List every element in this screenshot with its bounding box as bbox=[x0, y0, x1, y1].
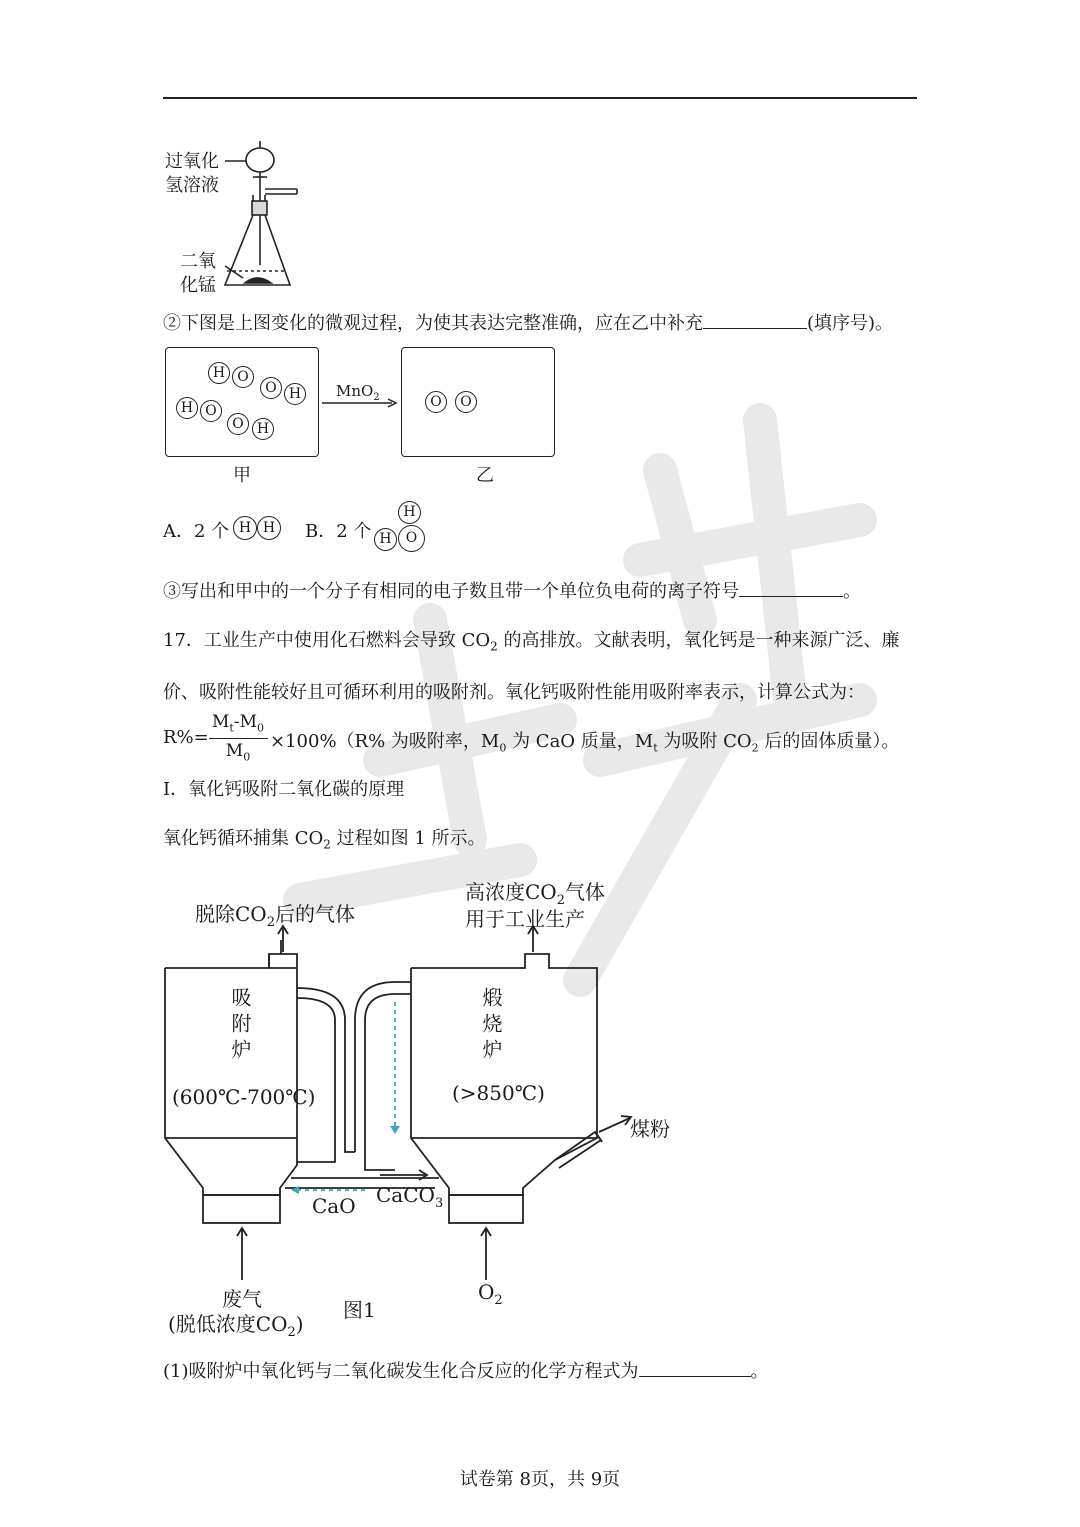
q3-text-line bbox=[163, 578, 861, 605]
atom-o: O bbox=[455, 391, 477, 413]
option-a[interactable] bbox=[163, 517, 229, 543]
oxygen-label: $O_2$ bbox=[478, 1280, 503, 1308]
formula-rhs: ×100%（R% 为吸附率，$M_0$ 为 CaO 质量，$M_t$ 为吸附 $CO_2$ 后的固体质量）。 bbox=[270, 731, 900, 755]
q3-suffix: 。 bbox=[843, 581, 861, 602]
q3-text: ③写出和甲中的一个分子有相同的电子数且带一个单位负电荷的离子符号 bbox=[163, 581, 739, 602]
page-footer: 试卷第 8页，共 9页 bbox=[459, 1469, 621, 1490]
atom-h: H bbox=[233, 516, 257, 540]
section-title: I．氧化钙吸附二氧化碳的原理 bbox=[163, 779, 405, 800]
atom-h: H bbox=[252, 418, 274, 440]
option-a-prefix: A．2 个 bbox=[163, 521, 230, 542]
h2o2-label-line1: 过氧化 bbox=[165, 151, 219, 172]
caco3-label: CaCO$_3$ bbox=[376, 1183, 444, 1211]
q17-line1: 17．工业生产中使用化石燃料会导致 $CO_2$ 的高排放。文献表明，氧化钙是一种来源广泛、廉 bbox=[163, 630, 900, 654]
q17-1-suffix: 。 bbox=[750, 1361, 769, 1382]
atom-h: H bbox=[257, 516, 281, 540]
calciner-temperature: (>850℃) bbox=[452, 1081, 545, 1105]
formula-lhs: R%= bbox=[163, 727, 209, 748]
atom-o: O bbox=[398, 525, 425, 552]
atom-h: H bbox=[208, 362, 230, 384]
atom-o: O bbox=[200, 400, 222, 422]
atom-h: H bbox=[374, 528, 397, 551]
calciner-exhaust-label-line1: 高浓度$CO_2$气体 bbox=[465, 880, 605, 908]
q17-1-line bbox=[163, 1358, 769, 1385]
option-b[interactable] bbox=[305, 517, 371, 543]
q2-suffix: (填序号)。 bbox=[807, 313, 894, 334]
h2o2-label-line2: 氢溶液 bbox=[165, 175, 219, 196]
figure-caption: 图1 bbox=[343, 1298, 376, 1322]
coal-powder-label: 煤粉 bbox=[630, 1117, 670, 1141]
atom-o: O bbox=[227, 413, 249, 435]
reaction-arrow-label: MnO$_2$ bbox=[336, 382, 380, 403]
top-rule bbox=[163, 97, 917, 99]
reaction-arrow bbox=[320, 397, 400, 409]
atom-h: H bbox=[176, 397, 198, 419]
calciner-exhaust-label-line2: 用于工业生产 bbox=[465, 907, 585, 931]
flask-apparatus-diagram bbox=[215, 135, 315, 300]
atom-h: H bbox=[284, 383, 306, 405]
option-b-prefix: B．2 个 bbox=[305, 521, 372, 542]
formula-denominator: $M_0$ bbox=[225, 741, 251, 764]
box-yi-label: 乙 bbox=[476, 465, 494, 486]
q2-text-line bbox=[163, 310, 893, 337]
q3-answer-blank[interactable] bbox=[739, 578, 843, 597]
q17-1-answer-blank[interactable] bbox=[639, 1358, 751, 1377]
q2-answer-blank[interactable] bbox=[703, 310, 807, 329]
q17-1-text: (1)吸附炉中氧化钙与二氧化碳发生化合反应的化学方程式为 bbox=[163, 1361, 639, 1382]
formula-numerator: $M_t-M_0$ bbox=[212, 712, 264, 735]
adsorber-label: 吸附炉 bbox=[228, 987, 252, 1065]
atom-h: H bbox=[398, 501, 421, 524]
atom-o: O bbox=[425, 391, 447, 413]
formula-fraction-bar bbox=[209, 738, 268, 739]
adsorber-exhaust-label: 脱除$CO_2$后的气体 bbox=[195, 902, 355, 930]
waste-gas-detail: (脱低浓度$CO_2$) bbox=[168, 1312, 304, 1340]
mno2-label-line2: 化锰 bbox=[180, 275, 216, 296]
cao-label: CaO bbox=[312, 1194, 356, 1218]
waste-gas-label: 废气 bbox=[222, 1287, 262, 1311]
atom-o: O bbox=[232, 366, 254, 388]
calciner-label: 煅烧炉 bbox=[479, 987, 503, 1065]
q2-text: ②下图是上图变化的微观过程，为使其表达完整准确，应在乙中补充 bbox=[163, 313, 703, 334]
adsorber-temperature: (600℃-700℃) bbox=[172, 1085, 316, 1109]
atom-o: O bbox=[260, 377, 282, 399]
q17-line2: 价、吸附性能较好且可循环利用的吸附剂。氧化钙吸附性能用吸附率表示，计算公式为： bbox=[163, 682, 865, 703]
mno2-label-line1: 二氧 bbox=[180, 251, 216, 272]
box-jia-label: 甲 bbox=[233, 465, 251, 486]
figure-intro: 氧化钙循环捕集 $CO_2$ 过程如图 1 所示。 bbox=[163, 828, 486, 852]
